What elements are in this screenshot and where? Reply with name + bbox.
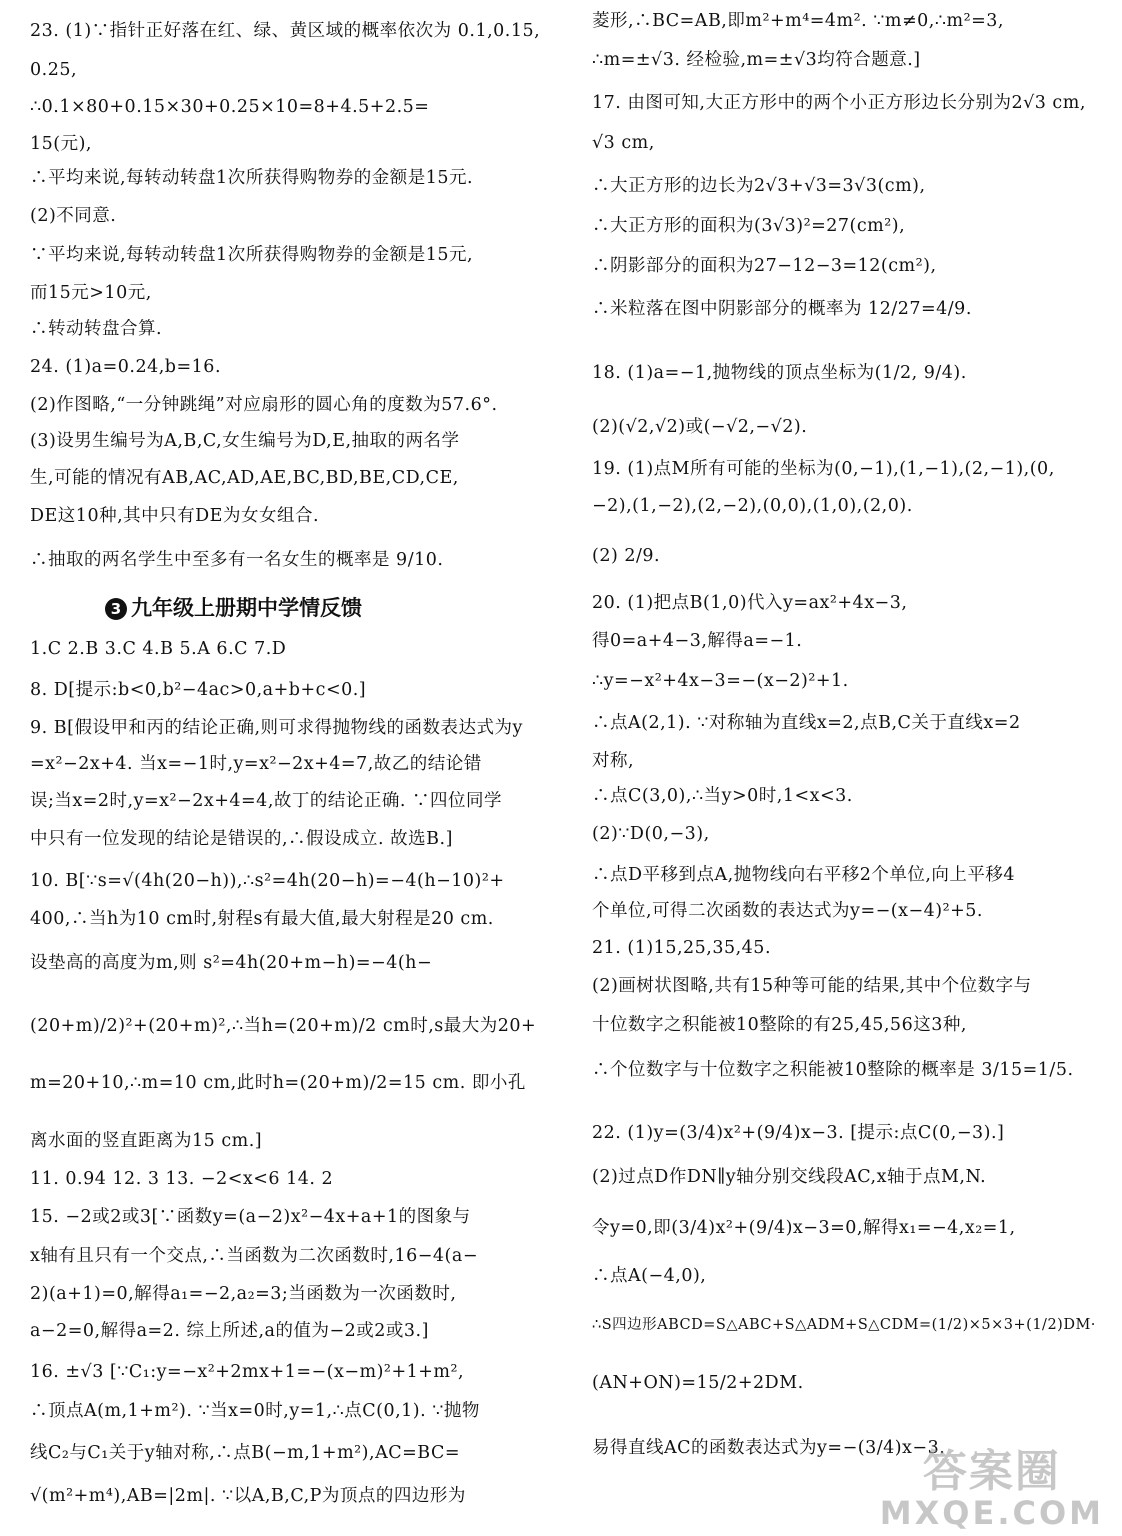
left-text-line: 24. (1)a=0.24,b=16. <box>30 357 222 377</box>
left-text-line: m=20+10,∴m=10 cm,此时h=(20+m)/2=15 cm. 即小孔 <box>30 1073 526 1093</box>
watermark-top-text: 答案圈 <box>922 1446 1061 1497</box>
left-text-line: (2)不同意. <box>30 206 117 226</box>
right-text-line: (AN+ON)=15/2+2DM. <box>592 1373 804 1393</box>
left-text-line: 15(元), <box>30 134 92 154</box>
left-text-line: 0.25, <box>30 60 78 80</box>
right-text-line: 个单位,可得二次函数的表达式为y=−(x−4)²+5. <box>592 901 983 921</box>
right-text-line: 令y=0,即(3/4)x²+(9/4)x−3=0,解得x₁=−4,x₂=1, <box>592 1218 1016 1238</box>
right-text-line: 菱形,∴BC=AB,即m²+m⁴=4m². ∵m≠0,∴m²=3, <box>592 11 1004 31</box>
left-text-line: 15. −2或2或3[∵函数y=(a−2)x²−4x+a+1的图象与 <box>30 1207 471 1227</box>
left-text-line: 设垫高的高度为m,则 s²=4h(20+m−h)=−4(h− <box>30 953 433 973</box>
right-text-line: (2)过点D作DN∥y轴分别交线段AC,x轴于点M,N. <box>592 1167 987 1187</box>
right-text-line: 20. (1)把点B(1,0)代入y=ax²+4x−3, <box>592 593 908 613</box>
right-text-line: 十位数字之积能被10整除的有25,45,56这3种, <box>592 1015 967 1035</box>
left-text-line: ∴转动转盘合算. <box>30 319 163 339</box>
right-text-line: (2)∵D(0,−3), <box>592 824 710 844</box>
left-text-line: 11. 0.94 12. 3 13. −2<x<6 14. 2 <box>30 1169 334 1189</box>
left-text-line: ∴平均来说,每转动转盘1次所获得购物券的金额是15元. <box>30 168 474 188</box>
section-title-text: 九年级上册期中学情反馈 <box>131 596 362 620</box>
right-text-line: √3 cm, <box>592 133 655 153</box>
right-text-line: ∴个位数字与十位数字之积能被10整除的概率是 3/15=1/5. <box>592 1060 1074 1080</box>
left-text-line: DE这10种,其中只有DE为女女组合. <box>30 506 320 526</box>
left-text-line: 8. D[提示:b<0,b²−4ac>0,a+b+c<0.] <box>30 680 367 700</box>
section-title <box>105 592 362 622</box>
left-text-line: 而15元>10元, <box>30 283 152 303</box>
circled-number-icon: 3 <box>105 598 127 620</box>
left-text-line: 生,可能的情况有AB,AC,AD,AE,BC,BD,BE,CD,CE, <box>30 468 459 488</box>
watermark-logo <box>880 1448 1104 1530</box>
right-text-line: (2)(√2,√2)或(−√2,−√2). <box>592 417 808 437</box>
watermark-bottom-text: MXQE.COM <box>879 1494 1104 1532</box>
left-text-line: 离水面的竖直距离为15 cm.] <box>30 1131 263 1151</box>
right-text-line: 得0=a+4−3,解得a=−1. <box>592 631 803 651</box>
left-text-line: (20+m)/2)²+(20+m)²,∴当h=(20+m)/2 cm时,s最大为20+ <box>30 1016 537 1036</box>
right-text-line: ∴米粒落在图中阴影部分的概率为 12/27=4/9. <box>592 299 972 319</box>
left-text-line: 中只有一位发现的结论是错误的,∴假设成立. 故选B.] <box>30 829 453 849</box>
right-text-line: 易得直线AC的函数表达式为y=−(3/4)x−3. <box>592 1438 946 1458</box>
right-text-line: (2) 2/9. <box>592 546 661 566</box>
left-text-line: 10. B[∵s=√(4h(20−h)),∴s²=4h(20−h)=−4(h−10)²+ <box>30 871 505 891</box>
left-text-line: ∴顶点A(m,1+m²). ∵当x=0时,y=1,∴点C(0,1). ∵抛物 <box>30 1401 480 1421</box>
right-text-line: (2)画树状图略,共有15种等可能的结果,其中个位数字与 <box>592 976 1032 996</box>
right-text-line: 对称, <box>592 751 635 771</box>
right-text-line: 19. (1)点M所有可能的坐标为(0,−1),(1,−1),(2,−1),(0, <box>592 459 1055 479</box>
right-text-line: ∴点A(−4,0), <box>592 1266 707 1286</box>
right-text-line: −2),(1,−2),(2,−2),(0,0),(1,0),(2,0). <box>592 496 913 516</box>
left-text-line: 400,∴当h为10 cm时,射程s有最大值,最大射程是20 cm. <box>30 909 494 929</box>
left-text-line: (3)设男生编号为A,B,C,女生编号为D,E,抽取的两名学 <box>30 431 460 451</box>
right-text-line: ∴点C(3,0),∴当y>0时,1<x<3. <box>592 786 853 806</box>
left-text-line: 9. B[假设甲和丙的结论正确,则可求得抛物线的函数表达式为y <box>30 718 523 738</box>
left-text-line: 1.C 2.B 3.C 4.B 5.A 6.C 7.D <box>30 639 287 659</box>
left-text-line: (2)作图略,“一分钟跳绳”对应扇形的圆心角的度数为57.6°. <box>30 395 498 415</box>
left-text-line: √(m²+m⁴),AB=|2m|. ∵以A,B,C,P为顶点的四边形为 <box>30 1486 466 1506</box>
right-text-line: ∴大正方形的边长为2√3+√3=3√3(cm), <box>592 176 926 196</box>
left-text-line: ∴抽取的两名学生中至多有一名女生的概率是 9/10. <box>30 550 444 570</box>
right-text-line: ∴点A(2,1). ∵对称轴为直线x=2,点B,C关于直线x=2 <box>592 713 1021 733</box>
left-text-line: 误;当x=2时,y=x²−2x+4=4,故丁的结论正确. ∵四位同学 <box>30 791 503 811</box>
left-text-line: 线C₂与C₁关于y轴对称,∴点B(−m,1+m²),AC=BC= <box>30 1443 460 1463</box>
right-text-line: ∴大正方形的面积为(3√3)²=27(cm²), <box>592 216 906 236</box>
left-text-line: ∴0.1×80+0.15×30+0.25×10=8+4.5+2.5= <box>30 97 430 117</box>
left-text-line: ∵平均来说,每转动转盘1次所获得购物券的金额是15元, <box>30 245 474 265</box>
right-text-line: 22. (1)y=(3/4)x²+(9/4)x−3. [提示:点C(0,−3).] <box>592 1123 1005 1143</box>
right-text-line: ∴y=−x²+4x−3=−(x−2)²+1. <box>592 671 849 691</box>
left-text-line: 2)(a+1)=0,解得a₁=−2,a₂=3;当函数为一次函数时, <box>30 1284 457 1304</box>
right-text-line: ∴阴影部分的面积为27−12−3=12(cm²), <box>592 256 937 276</box>
right-text-line: ∴m=±√3. 经检验,m=±√3均符合题意.] <box>592 50 921 70</box>
right-text-line: ∴S四边形ABCD=S△ABC+S△ADM+S△CDM=(1/2)×5×3+(1/2)DM· <box>592 1317 1096 1333</box>
left-text-line: 23. (1)∵指针正好落在红、绿、黄区域的概率依次为 0.1,0.15, <box>30 21 541 41</box>
right-text-line: ∴点D平移到点A,抛物线向右平移2个单位,向上平移4 <box>592 865 1016 885</box>
right-text-line: 21. (1)15,25,35,45. <box>592 938 772 958</box>
left-text-line: 16. ±√3 [∵C₁:y=−x²+2mx+1=−(x−m)²+1+m², <box>30 1362 465 1382</box>
left-text-line: a−2=0,解得a=2. 综上所述,a的值为−2或2或3.] <box>30 1321 429 1341</box>
left-text-line: x轴有且只有一个交点,∴当函数为二次函数时,16−4(a− <box>30 1246 478 1266</box>
left-text-line: =x²−2x+4. 当x=−1时,y=x²−2x+4=7,故乙的结论错 <box>30 754 482 774</box>
right-text-line: 18. (1)a=−1,抛物线的顶点坐标为(1/2, 9/4). <box>592 363 967 383</box>
right-text-line: 17. 由图可知,大正方形中的两个小正方形边长分别为2√3 cm, <box>592 93 1086 113</box>
